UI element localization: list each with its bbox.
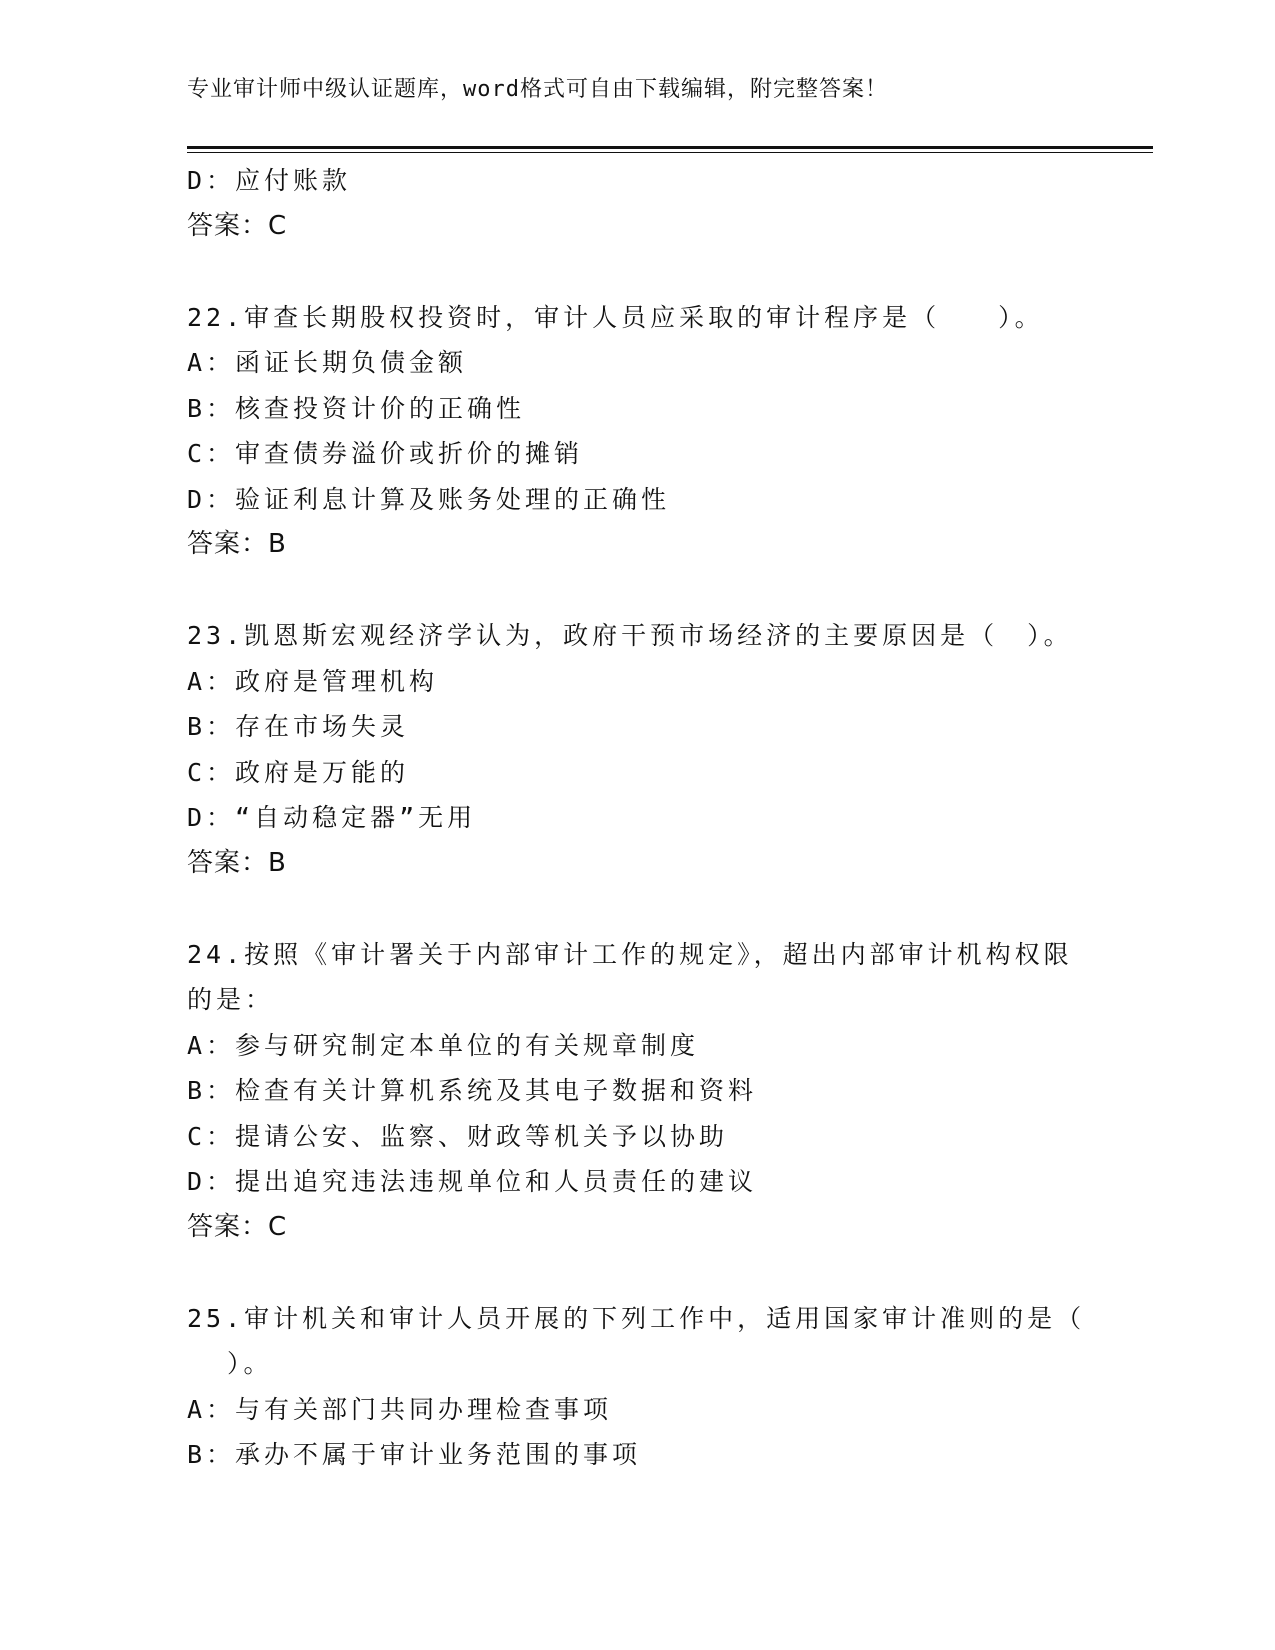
question-23-option-d: D：“自动稳定器”无用 — [187, 803, 477, 832]
question-23-option-a: A：政府是管理机构 — [187, 666, 439, 696]
question-24-option-c: C：提请公安、监察、财政等机关予以协助 — [187, 1121, 729, 1151]
question-24-stem: 24.按照《审计署关于内部审计工作的规定》，超出内部审计机构权限 — [187, 939, 1073, 969]
question-22-option-c: C：审查债券溢价或折价的摊销 — [187, 439, 584, 468]
question-23-answer: 答案：B — [187, 847, 287, 878]
spacer — [187, 249, 1087, 295]
question-22-option-b: B：核查投资计价的正确性 — [187, 393, 526, 423]
question-23-stem: 23.凯恩斯宏观经济学认为，政府干预市场经济的主要原因是（ ）。 — [187, 621, 1073, 650]
question-22-stem: 22.审查长期股权投资时，审计人员应采取的审计程序是（ ）。 — [187, 302, 1044, 332]
spacer — [187, 568, 1087, 614]
question-22-option-a: A：函证长期负债金额 — [187, 348, 468, 377]
prev-answer: 答案：C — [187, 210, 288, 241]
spacer — [187, 1250, 1087, 1296]
question-content — [187, 158, 1087, 1478]
prev-option-d: D：应付账款 — [187, 166, 352, 195]
question-23-option-c: C：政府是万能的 — [187, 757, 410, 787]
question-24-answer: 答案：C — [187, 1211, 288, 1242]
question-24-option-a: A：参与研究制定本单位的有关规章制度 — [187, 1030, 700, 1060]
question-25-option-a: A：与有关部门共同办理检查事项 — [187, 1394, 613, 1424]
header-rule-thin — [187, 152, 1153, 153]
question-25-stem-continued: ）。 — [227, 1349, 273, 1378]
question-25-option-b: B：承办不属于审计业务范围的事项 — [187, 1440, 642, 1469]
question-24-option-b: B：检查有关计算机系统及其电子数据和资料 — [187, 1076, 758, 1105]
question-23-option-b: B：存在市场失灵 — [187, 712, 410, 741]
question-24-option-d: D：提出追究违法违规单位和人员责任的建议 — [187, 1167, 758, 1196]
header-rule-thick — [187, 146, 1153, 149]
question-24-stem-continued: 的是： — [187, 985, 275, 1014]
question-22-answer: 答案：B — [187, 529, 287, 559]
page-header: 专业审计师中级认证题库，word格式可自由下载编辑，附完整答案！ — [187, 77, 888, 102]
question-22-option-d: D：验证利息计算及账务处理的正确性 — [187, 484, 671, 514]
question-25-stem: 25.审计机关和审计人员开展的下列工作中，适用国家审计准则的是（ — [187, 1303, 1086, 1333]
spacer — [187, 886, 1087, 932]
